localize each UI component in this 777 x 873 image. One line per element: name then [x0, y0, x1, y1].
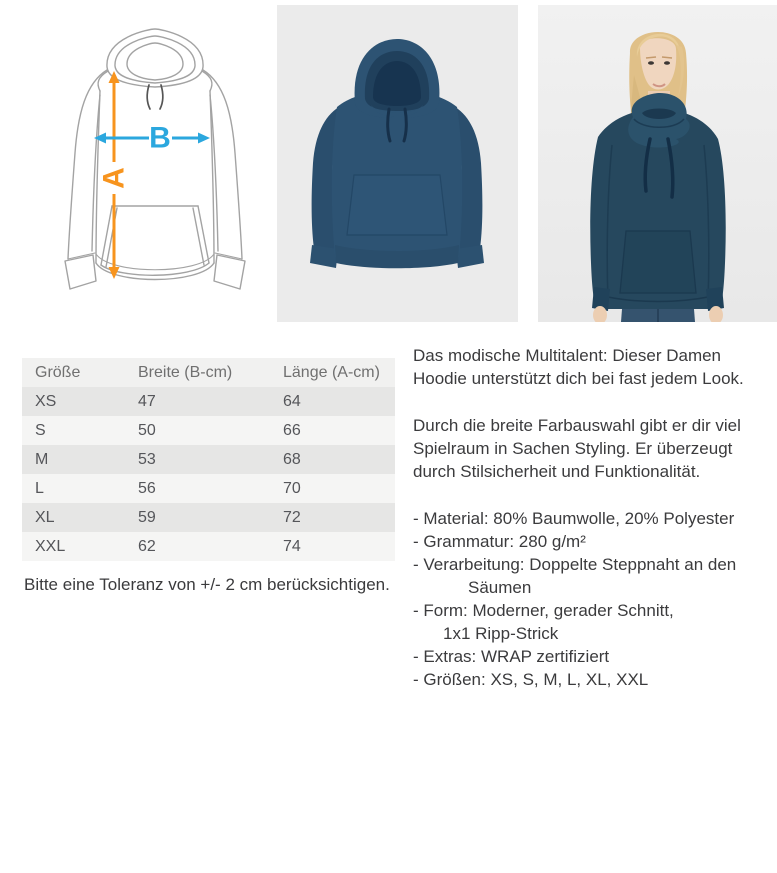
breite-cell: 56 — [125, 474, 270, 503]
spec-material: - Material: 80% Baumwolle, 20% Polyester — [413, 509, 735, 528]
drawstrings — [147, 85, 163, 109]
description-line: Durch die breite Farbauswahl gibt er dir viel — [413, 416, 741, 435]
breite-cell: 47 — [125, 387, 270, 416]
navy-hoodie-image — [277, 5, 518, 322]
description-line: Spielraum in Sachen Styling. Er überzeugt — [413, 439, 733, 458]
breite-cell: 59 — [125, 503, 270, 532]
spec-groessen: - Größen: XS, S, M, L, XL, XXL — [413, 670, 649, 689]
description-line: durch Stilsicherheit und Funktionalität. — [413, 462, 701, 481]
spec-verarbeitung-cont: Säumen — [468, 578, 532, 597]
breite-cell: 62 — [125, 532, 270, 561]
column-header-breite: Breite (B-cm) — [125, 358, 270, 387]
size-cell: XS — [22, 387, 125, 416]
laenge-cell: 72 — [270, 503, 395, 532]
model-photo — [538, 5, 777, 322]
size-cell: L — [22, 474, 125, 503]
width-arrow-b — [94, 122, 210, 155]
laenge-cell: 70 — [270, 474, 395, 503]
size-cell: XL — [22, 503, 125, 532]
table-row-m — [22, 445, 395, 474]
size-cell: S — [22, 416, 125, 445]
size-diagram-image — [50, 25, 260, 315]
product-photo-front — [277, 5, 518, 322]
column-header-groesse: Größe — [22, 358, 125, 387]
length-arrow-a — [98, 71, 131, 279]
laenge-cell: 66 — [270, 416, 395, 445]
spec-grammatur: - Grammatur: 280 g/m² — [413, 532, 586, 551]
description-line: Hoodie unterstützt dich bei fast jedem Look. — [413, 369, 744, 388]
spec-form-cont: 1x1 Ripp-Strick — [443, 624, 559, 643]
table-row-xl — [22, 503, 395, 532]
laenge-cell: 68 — [270, 445, 395, 474]
breite-cell: 53 — [125, 445, 270, 474]
size-chart-table — [22, 358, 395, 561]
table-row-xxl — [22, 532, 395, 561]
label-a: A — [97, 167, 131, 189]
product-description — [413, 344, 744, 691]
description-line: Das modische Multitalent: Dieser Damen — [413, 346, 722, 365]
laenge-cell: 64 — [270, 387, 395, 416]
column-header-laenge: Länge (A-cm) — [270, 358, 395, 387]
model-wearing-hoodie-image — [538, 5, 777, 322]
table-row-s — [22, 416, 395, 445]
laenge-cell: 74 — [270, 532, 395, 561]
table-row-xs — [22, 387, 395, 416]
tolerance-note: Bitte eine Toleranz von +/- 2 cm berücksichtigen. — [24, 575, 390, 594]
spec-verarbeitung: - Verarbeitung: Doppelte Steppnaht an den — [413, 555, 737, 574]
hoodie-outline-drawing — [50, 25, 260, 315]
table-row-l — [22, 474, 395, 503]
size-cell: M — [22, 445, 125, 474]
spec-extras: - Extras: WRAP zertifiziert — [413, 647, 610, 666]
label-b: B — [149, 121, 171, 155]
size-cell: XXL — [22, 532, 125, 561]
breite-cell: 50 — [125, 416, 270, 445]
spec-form: - Form: Moderner, gerader Schnitt, — [413, 601, 674, 620]
size-chart-header-row — [22, 358, 395, 387]
